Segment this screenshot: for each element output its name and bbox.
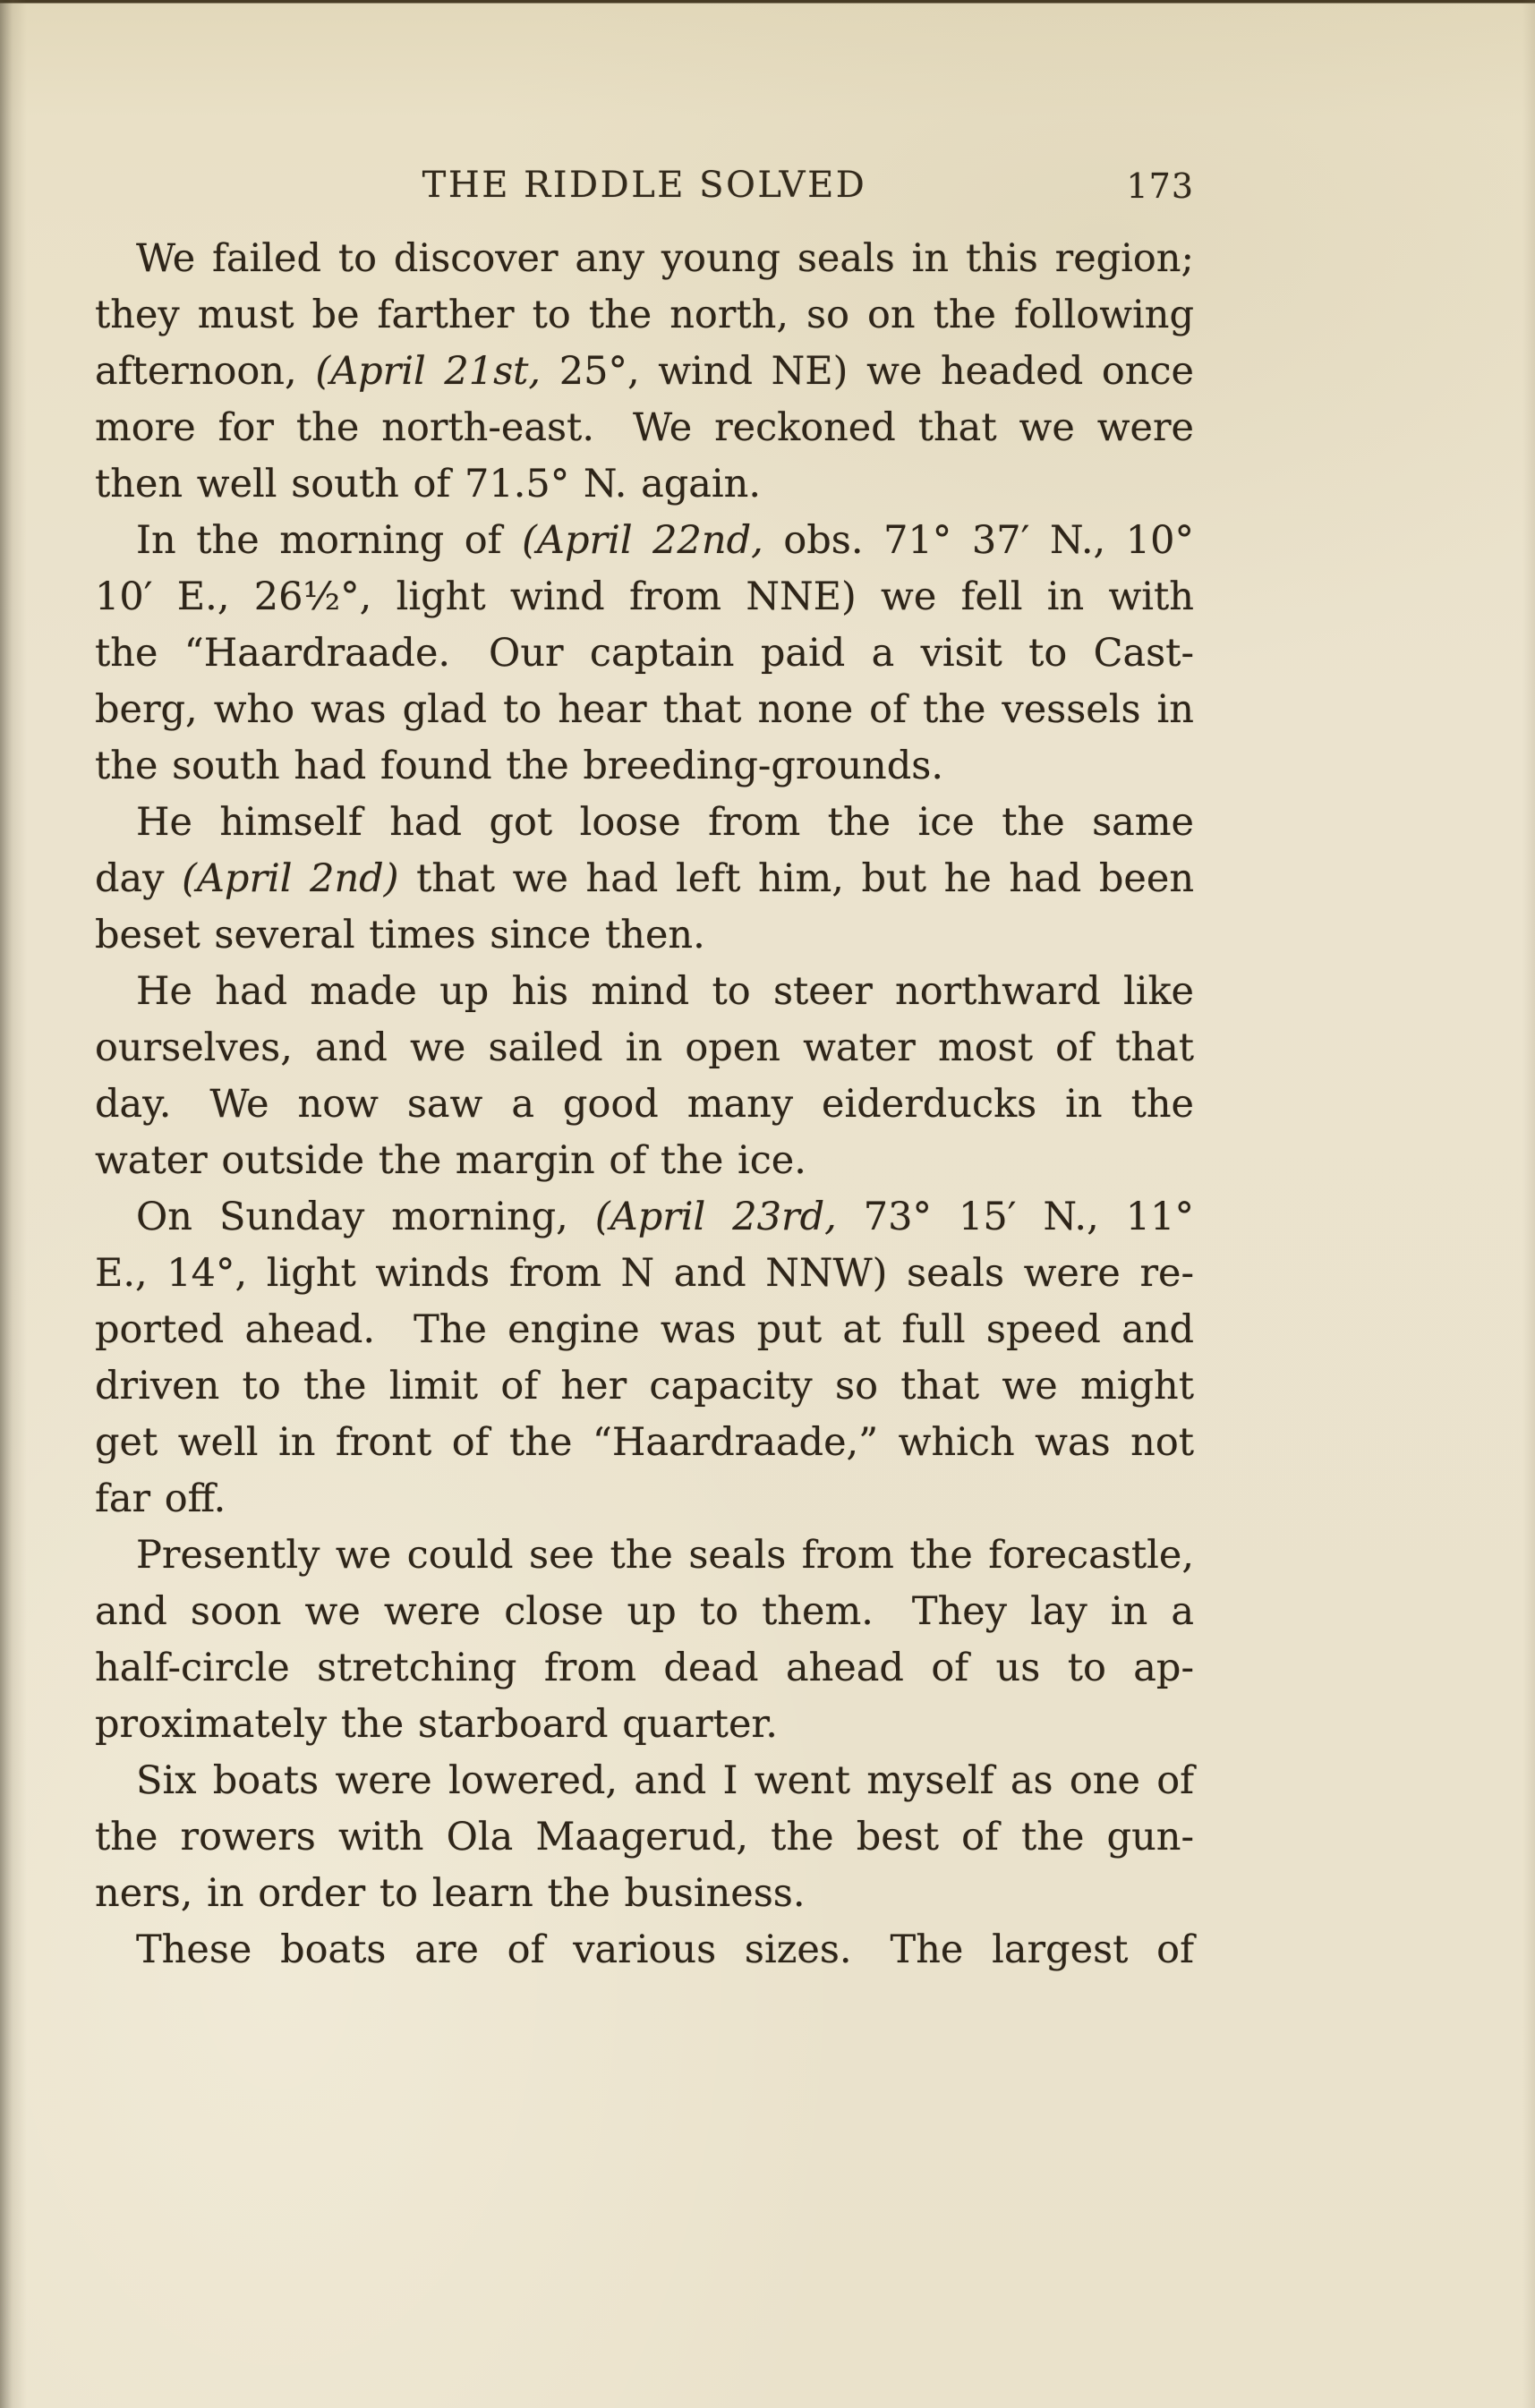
text-line (95, 1697, 1194, 1753)
page-number: 173 (1126, 166, 1194, 206)
italic-text-segment: (April 2nd) (182, 856, 399, 901)
text-line (95, 1584, 1194, 1640)
paragraph (95, 795, 1194, 964)
text-segment: obs. 71° 37′ N., 10° (763, 518, 1194, 563)
text-segment: E., 14°, light winds from N and NNW) seals were re- (95, 1251, 1194, 1296)
text-segment: driven to the limit of her capacity so that we might (95, 1364, 1194, 1408)
paragraph (95, 231, 1194, 513)
page-top-edge (0, 0, 1535, 4)
text-line (95, 907, 1194, 964)
text-line (95, 1302, 1194, 1358)
text-segment: water outside the margin of the ice. (95, 1138, 806, 1183)
text-segment: the rowers with Ola Maagerud, the best of the gun- (95, 1815, 1194, 1859)
text-segment: far off. (95, 1476, 226, 1521)
text-line (95, 1076, 1194, 1133)
text-line (95, 1020, 1194, 1076)
text-segment: ourselves, and we sailed in open water most of that (95, 1025, 1194, 1070)
text-line (95, 625, 1194, 682)
text-segment: He himself had got loose from the ice the same (136, 800, 1194, 845)
running-header-title: THE RIDDLE SOLVED (422, 165, 867, 206)
text-line (95, 569, 1194, 625)
text-segment: day (95, 856, 183, 901)
text-line (95, 1922, 1194, 1978)
text-line (95, 1753, 1194, 1809)
paragraph (95, 1527, 1194, 1753)
text-segment: the south had found the breeding-grounds. (95, 744, 944, 788)
text-line (95, 795, 1194, 851)
text-line (95, 513, 1194, 569)
italic-text-segment: (April 21st, (315, 349, 542, 394)
italic-text-segment: (April 22nd, (522, 518, 763, 563)
text-segment: day. We now saw a good many eiderducks in the (95, 1082, 1194, 1127)
text-line (95, 456, 1194, 513)
paragraph (95, 1922, 1194, 1978)
text-line (95, 287, 1194, 344)
text-line (95, 344, 1194, 400)
text-segment: 25°, wind NE) we headed once (541, 349, 1194, 394)
text-segment: they must be farther to the north, so on the following (95, 293, 1194, 337)
text-segment: ners, in order to learn the business. (95, 1871, 806, 1916)
text-segment: proximately the starboard quarter. (95, 1702, 778, 1747)
text-line (95, 682, 1194, 738)
paragraph (95, 1753, 1194, 1922)
text-segment: 10′ E., 26½°, light wind from NNE) we fell in with (95, 574, 1194, 619)
text-line (95, 738, 1194, 795)
text-segment: Six boats were lowered, and I went myself as one of (136, 1758, 1194, 1803)
text-line (95, 400, 1194, 456)
text-segment: In the morning of (136, 518, 523, 563)
page-right-edge-shadow (1522, 0, 1535, 2408)
text-segment: get well in front of the “Haardraade,” which was not (95, 1420, 1194, 1465)
text-line (95, 1471, 1194, 1527)
text-line (95, 964, 1194, 1020)
text-segment: ported ahead. The engine was put at full speed and (95, 1307, 1194, 1352)
text-line (95, 1640, 1194, 1697)
text-line (95, 1415, 1194, 1471)
text-line (95, 1527, 1194, 1584)
text-segment: 73° 15′ N., 11° (836, 1195, 1194, 1239)
paragraph (95, 964, 1194, 1189)
text-line (95, 1189, 1194, 1246)
text-segment: the “Haardraade. Our captain paid a visit to Cast- (95, 631, 1194, 676)
text-segment: more for the north-east. We reckoned that we were (95, 405, 1194, 450)
text-line (95, 1358, 1194, 1415)
text-line (95, 1809, 1194, 1866)
text-line (95, 1866, 1194, 1922)
text-segment: These boats are of various sizes. The largest of (136, 1927, 1194, 1972)
body-text (95, 231, 1194, 1978)
text-segment: half-circle stretching from dead ahead of us to ap- (95, 1646, 1194, 1690)
text-line (95, 1246, 1194, 1302)
italic-text-segment: (April 23rd, (594, 1195, 837, 1239)
text-segment: We failed to discover any young seals in this region; (136, 236, 1194, 281)
text-segment: On Sunday morning, (136, 1195, 595, 1239)
text-segment: He had made up his mind to steer northward like (136, 969, 1194, 1014)
text-segment: Presently we could see the seals from the forecastle, (136, 1533, 1194, 1578)
paragraph (95, 1189, 1194, 1527)
text-segment: that we had left him, but he had been (398, 856, 1195, 901)
text-segment: and soon we were close up to them. They lay in a (95, 1589, 1194, 1634)
text-segment: beset several times since then. (95, 913, 705, 957)
text-line (95, 1133, 1194, 1189)
running-header (95, 165, 1194, 211)
text-segment: afternoon, (95, 349, 316, 394)
text-segment: berg, who was glad to hear that none of the vessels in (95, 687, 1194, 732)
text-line (95, 851, 1194, 907)
paragraph (95, 513, 1194, 795)
text-line (95, 231, 1194, 287)
text-segment: then well south of 71.5° N. again. (95, 462, 762, 506)
page-left-edge-shadow (0, 0, 30, 2408)
